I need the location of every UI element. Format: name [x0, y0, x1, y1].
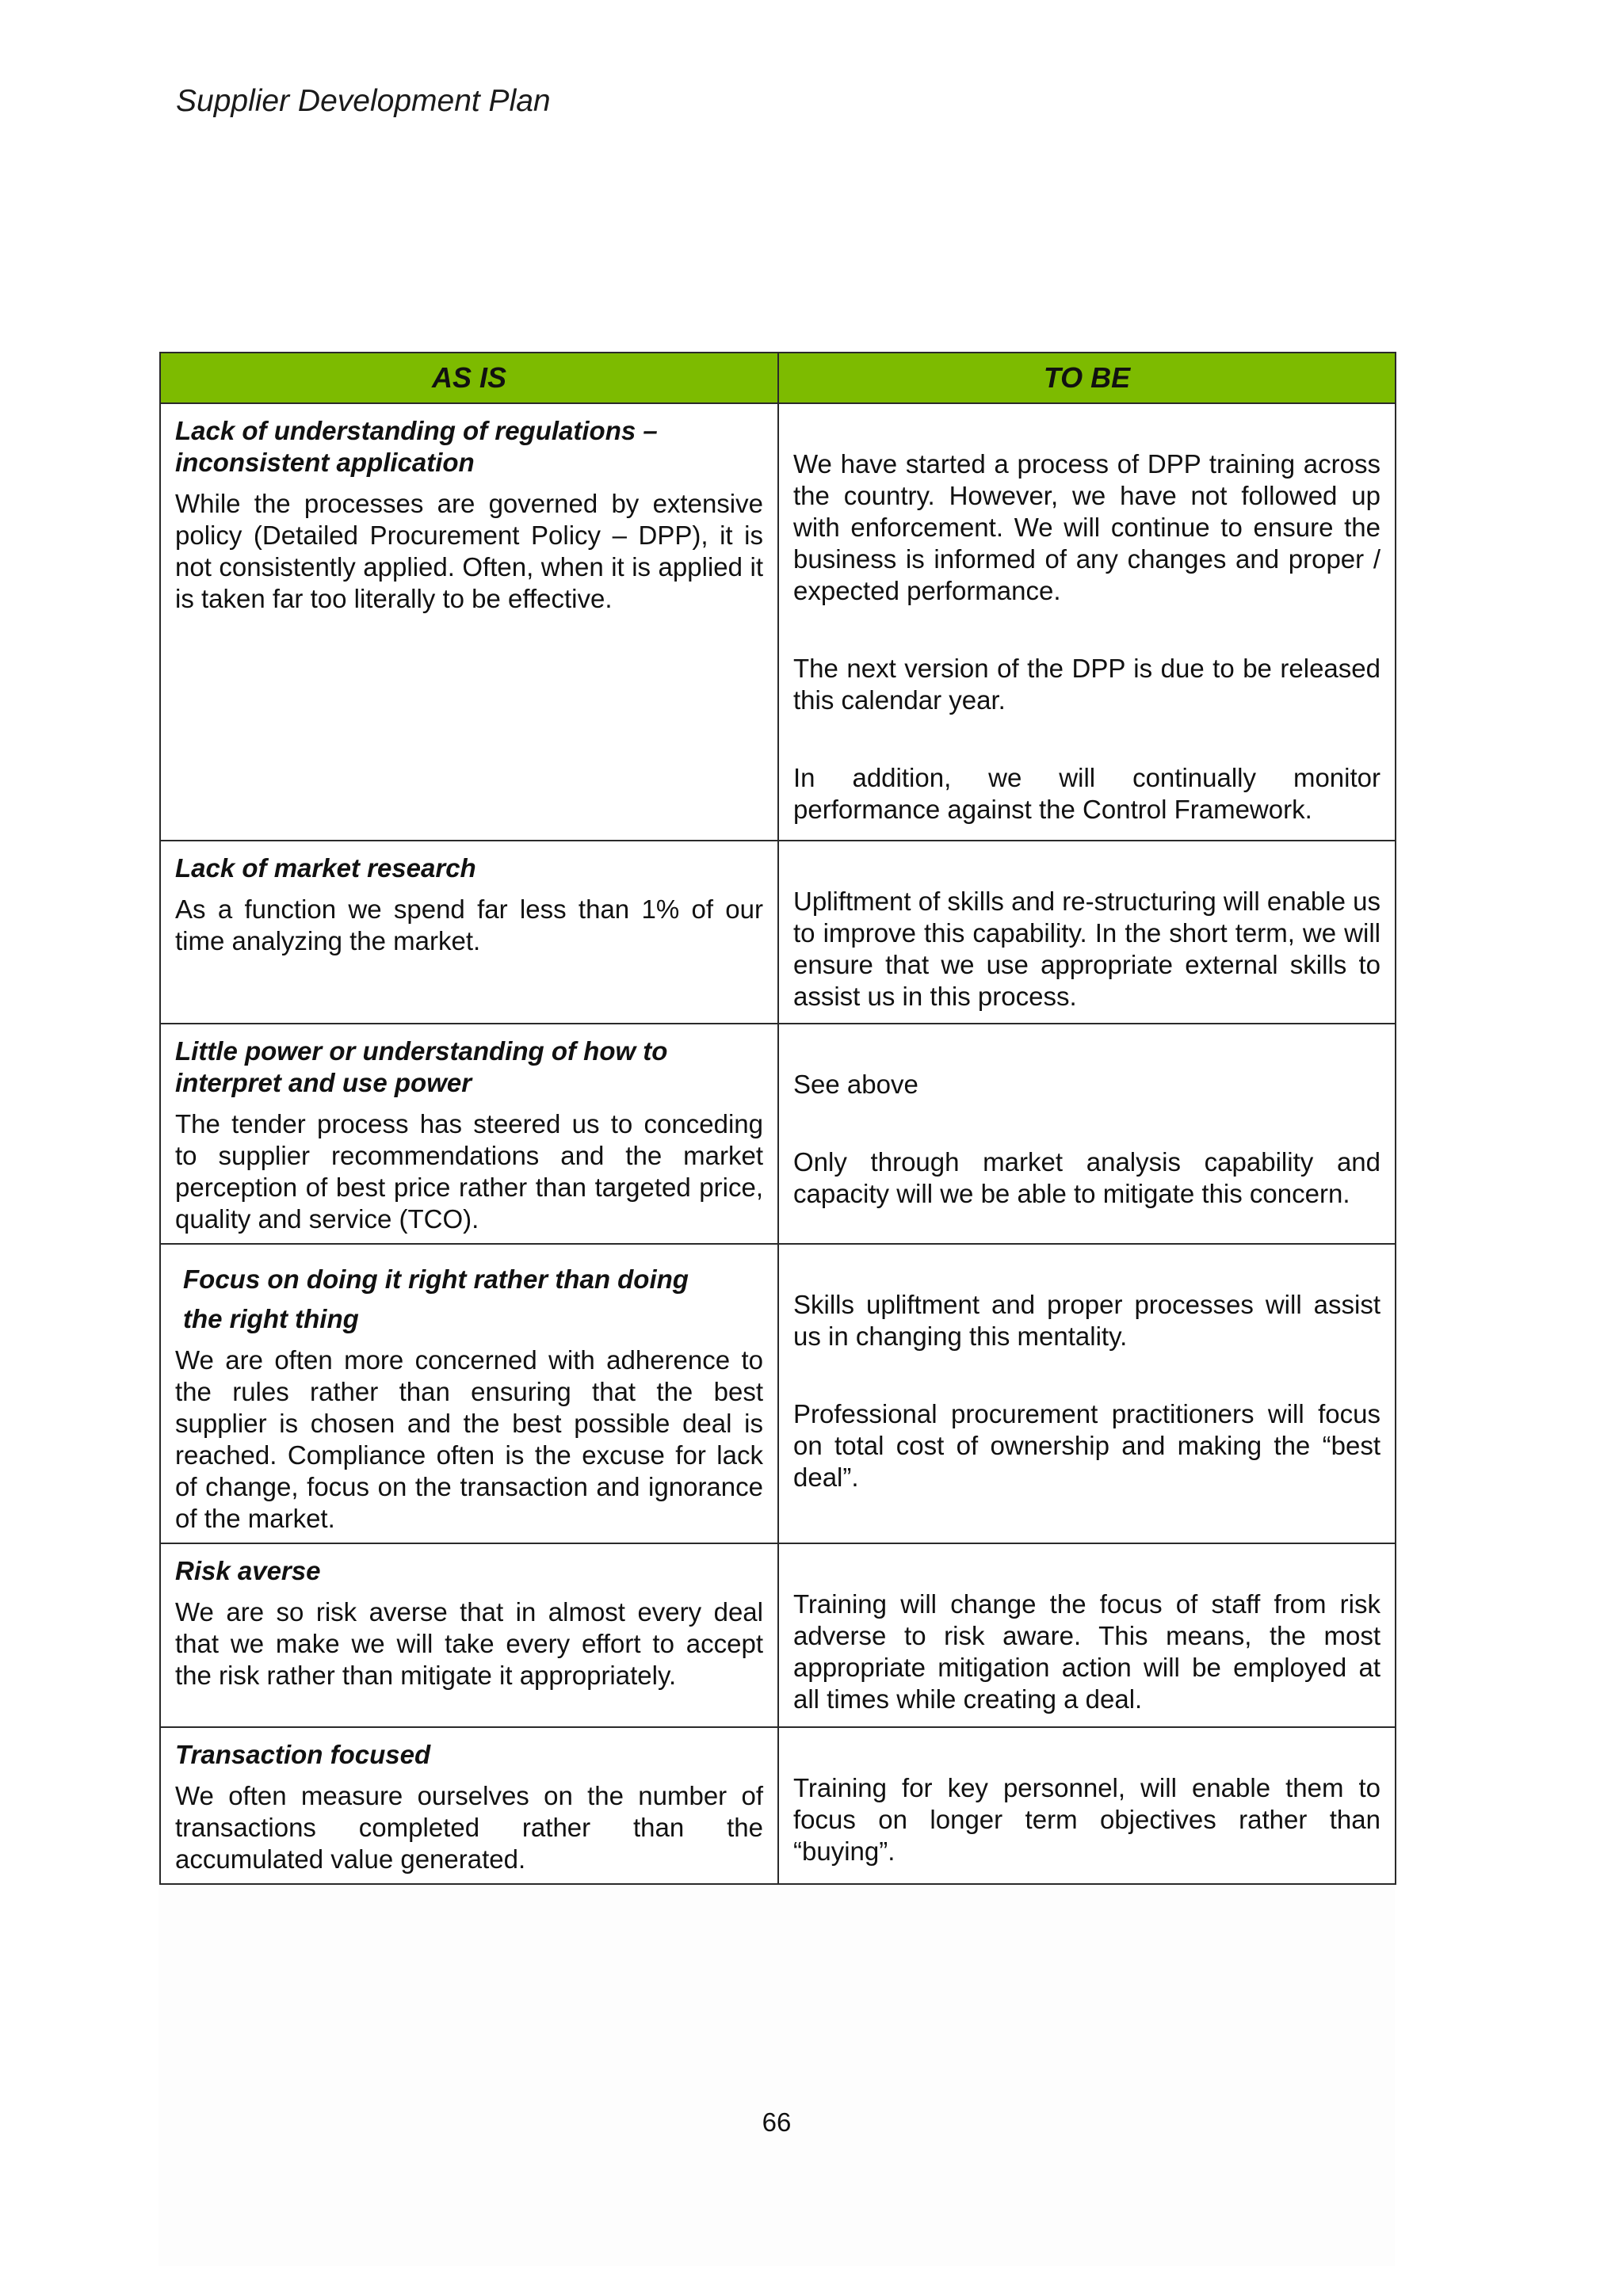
as-is-cell — [160, 403, 778, 841]
action-paragraph: Only through market analysis capability and capacity will we be able to mitigate this concern. — [793, 1147, 1381, 1208]
issue-title: Little power or understanding of how to interpret and use power — [175, 1036, 668, 1097]
issue-title: Risk averse — [175, 1556, 321, 1585]
as-is-cell — [160, 1024, 778, 1244]
issue-description: We are often more concerned with adherence to the rules rather than ensuring that the best supplier is chosen and the best possible deal is reached. Compliance often is the excuse for lack of change, focus on the transaction and ignorance of the market. — [175, 1345, 763, 1533]
table-row — [160, 403, 1396, 841]
page-number: 66 — [762, 2107, 792, 2137]
action-paragraph: In addition, we will continually monitor performance against the Control Framework. — [793, 763, 1381, 824]
issue-description: While the processes are governed by extensive policy (Detailed Procurement Policy – DPP), it is not consistently applied. Often, when it is applied it is taken far too literally to be effective. — [175, 489, 763, 613]
action-paragraph: Training will change the focus of staff from risk adverse to risk aware. This means, the most appropriate mitigation action will be employed at all times while creating a deal. — [793, 1589, 1381, 1714]
action-paragraph: Skills upliftment and proper processes will assist us in changing this mentality. — [793, 1290, 1381, 1351]
to-be-cell — [778, 403, 1396, 841]
issue-title: Focus on doing it right rather than doing the right thing — [183, 1264, 689, 1333]
action-paragraph: Professional procurement practitioners will focus on total cost of ownership and making the “best deal”. — [793, 1399, 1381, 1492]
to-be-cell — [778, 841, 1396, 1024]
to-be-cell — [778, 1244, 1396, 1543]
as-is-cell — [160, 1543, 778, 1727]
table-row — [160, 1244, 1396, 1543]
action-paragraph: Upliftment of skills and re-structuring will enable us to improve this capability. In the short term, we will ensure that we use appropriate external skills to assist us in this process. — [793, 887, 1381, 1011]
column-header-as-is: AS IS — [160, 353, 778, 403]
action-paragraph: Training for key personnel, will enable them to focus on longer term objectives rather than “buying”. — [793, 1773, 1381, 1866]
as-is-cell — [160, 1244, 778, 1543]
issue-description: We are so risk averse that in almost every deal that we make we will take every effort to accept the risk rather than mitigate it appropriately. — [175, 1597, 763, 1690]
to-be-cell — [778, 1727, 1396, 1884]
to-be-cell — [778, 1543, 1396, 1727]
table-row — [160, 1727, 1396, 1884]
issue-description: We often measure ourselves on the number of transactions completed rather than the accumulated value generated. — [175, 1781, 763, 1874]
issue-description: As a function we spend far less than 1% of our time analyzing the market. — [175, 894, 763, 955]
table-row — [160, 841, 1396, 1024]
action-paragraph: The next version of the DPP is due to be released this calendar year. — [793, 654, 1381, 715]
action-paragraph: See above — [793, 1070, 918, 1099]
table-header-row — [160, 353, 1396, 403]
page-lower-margin — [158, 1886, 1395, 2266]
column-header-to-be: TO BE — [778, 353, 1396, 403]
as-is-cell — [160, 841, 778, 1024]
issue-title: Transaction focused — [175, 1740, 431, 1769]
to-be-cell — [778, 1024, 1396, 1244]
table-row — [160, 1024, 1396, 1244]
issue-description: The tender process has steered us to conceding to supplier recommendations and the market perception of best price rather than targeted price, quality and service (TCO). — [175, 1109, 763, 1234]
issue-title: Lack of market research — [175, 853, 476, 883]
issue-title: Lack of understanding of regulations – inconsistent application — [175, 416, 658, 477]
table-row — [160, 1543, 1396, 1727]
running-header: Supplier Development Plan — [176, 84, 551, 118]
as-is-to-be-table — [159, 352, 1396, 1885]
action-paragraph: We have started a process of DPP training across the country. However, we have not followed up with enforcement. We will continue to ensure the business is informed of any changes and proper / expected performance. — [793, 449, 1381, 605]
as-is-cell — [160, 1727, 778, 1884]
